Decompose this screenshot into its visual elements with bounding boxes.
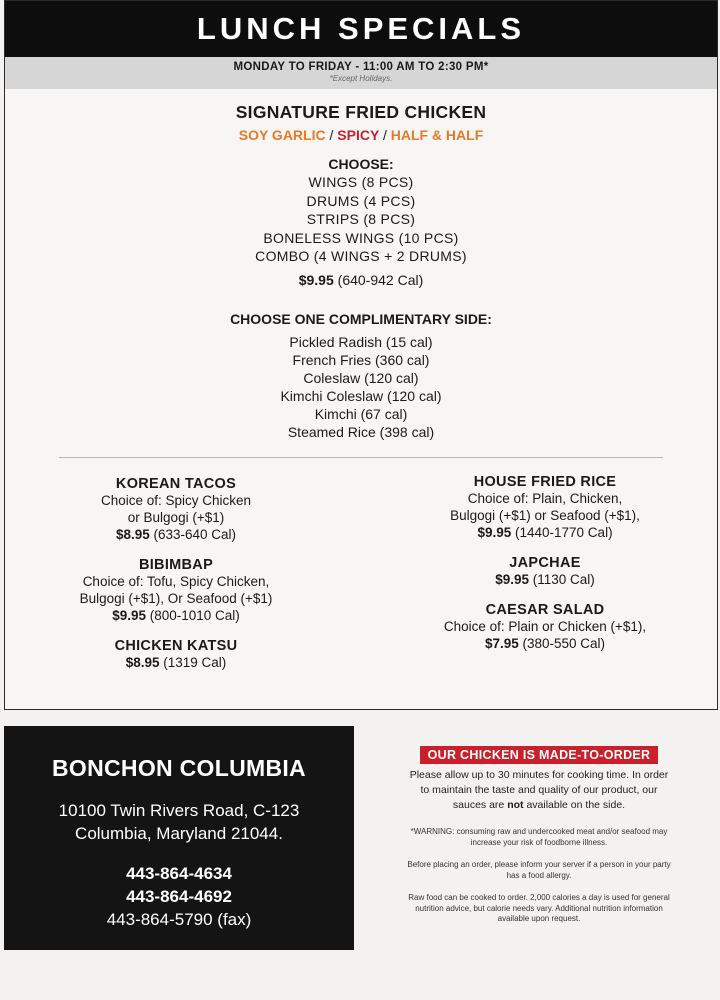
item-calories: (633-640 Cal) bbox=[153, 526, 237, 542]
made-to-order-badge: OUR CHICKEN IS MADE-TO-ORDER bbox=[420, 746, 659, 764]
left-column bbox=[51, 476, 301, 685]
menu-item-korean-tacos bbox=[51, 476, 301, 543]
item-calories: (1130 Cal) bbox=[532, 571, 595, 587]
notice-emphasis: not bbox=[507, 799, 524, 811]
side-list bbox=[5, 333, 717, 441]
restaurant-name: BONCHON COLUMBIA bbox=[52, 755, 306, 781]
phone-number: 443-864-4692 bbox=[126, 887, 232, 906]
item-price: $8.95 bbox=[115, 526, 150, 542]
item-calories: (1440-1770 Cal) bbox=[515, 524, 613, 540]
address-line: Columbia, Maryland 21044. bbox=[75, 824, 283, 843]
signature-title: SIGNATURE FRIED CHICKEN bbox=[235, 102, 487, 122]
option-item: DRUMS (4 PCS) bbox=[306, 192, 416, 209]
signature-calories: (640-942 Cal) bbox=[337, 271, 424, 288]
item-title: JAPCHAE bbox=[509, 554, 581, 571]
option-item: WINGS (8 PCS) bbox=[308, 174, 414, 190]
menu-item-caesar-salad bbox=[405, 602, 685, 652]
flavor-half-half: HALF & HALF bbox=[390, 127, 484, 143]
menu-item-chicken-katsu bbox=[51, 638, 301, 671]
address-line: 10100 Twin Rivers Road, C-123 bbox=[58, 801, 300, 820]
flavor-separator: / bbox=[329, 127, 334, 143]
phone-list bbox=[4, 862, 354, 931]
order-notice bbox=[404, 746, 674, 925]
side-item: Pickled Radish (15 cal) bbox=[289, 333, 433, 350]
nutrition-text: Raw food can be cooked to order. 2,000 calories a day is used for general nutrition advice, but calorie needs vary. Additional nutrition information available upon request. bbox=[408, 893, 670, 923]
menu-item-japchae bbox=[405, 555, 685, 588]
item-title: HOUSE FRIED RICE bbox=[473, 473, 617, 490]
item-title: CHICKEN KATSU bbox=[114, 637, 238, 654]
item-desc: Choice of: Spicy Chicken bbox=[100, 492, 252, 508]
phone-number: 443-864-4634 bbox=[126, 864, 232, 883]
side-item: Coleslaw (120 cal) bbox=[303, 369, 419, 386]
flavor-spicy: SPICY bbox=[337, 127, 380, 143]
option-item: STRIPS (8 PCS) bbox=[306, 211, 416, 227]
hours-text: MONDAY TO FRIDAY - 11:00 AM TO 2:30 PM* bbox=[233, 61, 489, 73]
item-price: $8.95 bbox=[125, 654, 160, 670]
item-title: BIBIMBAP bbox=[138, 556, 214, 573]
option-item: BONELESS WINGS (10 PCS) bbox=[263, 229, 459, 246]
option-item: COMBO (4 WINGS + 2 DRUMS) bbox=[255, 248, 467, 264]
item-desc: Bulgogi (+$1) or Seafood (+$1), bbox=[450, 507, 640, 523]
item-desc: Choice of: Plain, Chicken, bbox=[467, 490, 623, 506]
notice-body bbox=[404, 768, 674, 813]
fax-number: 443-864-5790 (fax) bbox=[106, 910, 252, 929]
item-desc: Choice of: Tofu, Spicy Chicken, bbox=[82, 573, 270, 589]
address bbox=[4, 799, 354, 845]
item-title: KOREAN TACOS bbox=[115, 475, 237, 492]
side-item: French Fries (360 cal) bbox=[292, 351, 430, 368]
signature-price-line bbox=[5, 272, 717, 288]
side-label: CHOOSE ONE COMPLIMENTARY SIDE: bbox=[230, 310, 492, 327]
hours-note: *Except Holidays. bbox=[329, 74, 393, 83]
side-item: Kimchi (67 cal) bbox=[314, 405, 408, 422]
item-desc: or Bulgogi (+$1) bbox=[127, 509, 225, 525]
item-desc: Choice of: Plain or Chicken (+$1), bbox=[443, 618, 647, 634]
item-price: $9.95 bbox=[477, 524, 512, 540]
hours-bar bbox=[5, 57, 717, 89]
flavor-separator: / bbox=[382, 127, 387, 143]
contact-box bbox=[4, 726, 354, 950]
item-calories: (800-1010 Cal) bbox=[149, 607, 240, 623]
choose-label: CHOOSE: bbox=[328, 156, 394, 172]
warning-text: *WARNING: consuming raw and undercooked meat and/or seafood may increase your risk of foodborne illness. bbox=[410, 827, 668, 847]
menu-item-bibimbap bbox=[51, 557, 301, 624]
side-item: Kimchi Coleslaw (120 cal) bbox=[280, 387, 442, 404]
allergy-text: Before placing an order, please inform your server if a person in your party has a food allergy. bbox=[407, 860, 671, 880]
item-title: CAESAR SALAD bbox=[485, 601, 605, 618]
flavor-soy-garlic: SOY GARLIC bbox=[238, 127, 326, 143]
signature-price: $9.95 bbox=[298, 271, 334, 288]
lunch-menu bbox=[4, 0, 718, 710]
page-title: LUNCH SPECIALS bbox=[5, 1, 717, 57]
flavor-list bbox=[5, 127, 717, 143]
option-list bbox=[5, 173, 717, 266]
side-item: Steamed Rice (398 cal) bbox=[287, 423, 435, 440]
signature-section bbox=[5, 102, 717, 441]
other-items bbox=[5, 458, 717, 698]
item-calories: (380-550 Cal) bbox=[522, 635, 606, 651]
notice-text: Please allow up to 30 minutes for cooking time. In order to maintain the taste and quality of our product, our sauces are bbox=[409, 769, 669, 811]
item-price: $7.95 bbox=[484, 635, 519, 651]
item-desc: Bulgogi (+$1), Or Seafood (+$1) bbox=[79, 590, 273, 606]
menu-item-house-fried-rice bbox=[405, 474, 685, 541]
right-column bbox=[405, 474, 685, 666]
notice-text: available on the side. bbox=[526, 799, 626, 811]
item-calories: (1319 Cal) bbox=[163, 654, 227, 670]
item-price: $9.95 bbox=[112, 607, 146, 623]
item-price: $9.95 bbox=[495, 571, 529, 587]
